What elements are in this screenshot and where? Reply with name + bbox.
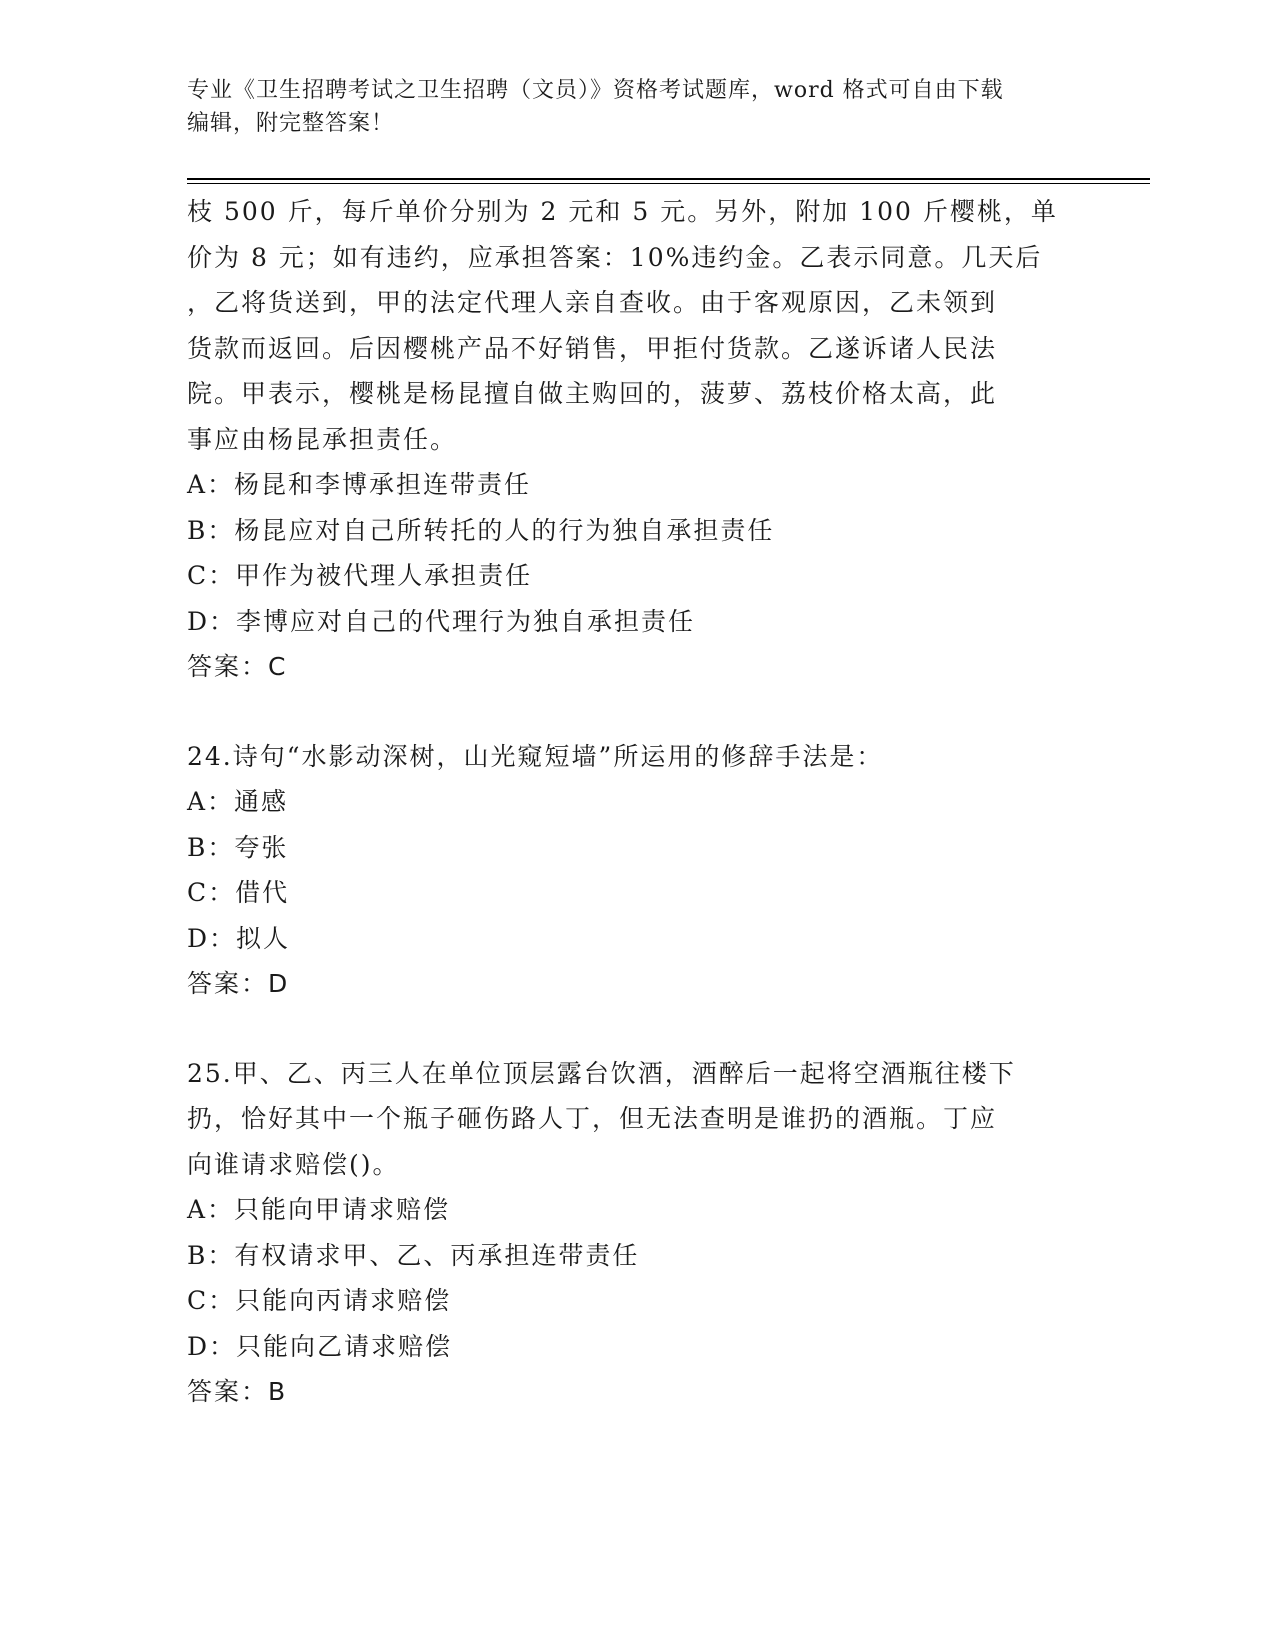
- spacer: [187, 1007, 1087, 1051]
- question-text-line: 向谁请求赔偿()。: [187, 1149, 400, 1179]
- option-a: A：只能向甲请求赔偿: [187, 1195, 451, 1224]
- option-c: C：只能向丙请求赔偿: [187, 1286, 452, 1315]
- header-line-1: 专业《卫生招聘考试之卫生招聘（文员）》资格考试题库，word 格式可自由下载: [187, 78, 1004, 103]
- question-25-block: [187, 1051, 1087, 1415]
- option-b: B：杨昆应对自己所转托的人的行为独自承担责任: [187, 515, 775, 545]
- option-d: D：只能向乙请求赔偿: [187, 1331, 453, 1361]
- question-24-block: [187, 734, 1087, 1007]
- option-a: A：杨昆和李博承担连带责任: [187, 470, 532, 499]
- question-text-line: 事应由杨昆承担责任。: [187, 424, 458, 454]
- answer-line: 答案：B: [187, 1377, 288, 1406]
- question-text-line: 枝 500 斤，每斤单价分别为 2 元和 5 元。另外，附加 100 斤樱桃，单: [187, 197, 1058, 226]
- header-rule-thin: [187, 183, 1150, 184]
- option-b: B：有权请求甲、乙、丙承担连带责任: [187, 1240, 640, 1270]
- option-c: C：甲作为被代理人承担责任: [187, 561, 533, 590]
- option-c: C：借代: [187, 878, 290, 907]
- option-a: A：通感: [187, 787, 289, 816]
- document-header: [187, 74, 1087, 140]
- question-text-line: 货款而返回。后因樱桃产品不好销售，甲拒付货款。乙遂诉诸人民法: [187, 333, 998, 363]
- spacer: [187, 690, 1087, 734]
- answer-line: 答案：D: [187, 969, 290, 998]
- option-d: D：李博应对自己的代理行为独自承担责任: [187, 606, 696, 636]
- option-b: B：夸张: [187, 832, 289, 862]
- question-text-line: 24.诗句“水影动深树，山光窥短墙”所运用的修辞手法是：: [187, 741, 884, 771]
- header-line-2: 编辑，附完整答案！: [187, 111, 395, 136]
- option-d: D：拟人: [187, 923, 291, 953]
- question-text-line: ，乙将货送到，甲的法定代理人亲自查收。由于客观原因，乙未领到: [187, 288, 998, 317]
- header-rule-thick: [187, 178, 1150, 180]
- question-23-block: [187, 189, 1087, 690]
- answer-line: 答案：C: [187, 652, 288, 681]
- question-text-line: 价为 8 元；如有违约，应承担答案：10%违约金。乙表示同意。几天后: [187, 242, 1043, 272]
- question-text-line: 25.甲、乙、丙三人在单位顶层露台饮酒，酒醉后一起将空酒瓶往楼下: [187, 1058, 1016, 1088]
- question-content: [187, 189, 1087, 1415]
- question-text-line: 扔，恰好其中一个瓶子砸伤路人丁，但无法查明是谁扔的酒瓶。丁应: [187, 1104, 998, 1133]
- question-text-line: 院。甲表示，樱桃是杨昆擅自做主购回的，菠萝、荔枝价格太高，此: [187, 379, 998, 408]
